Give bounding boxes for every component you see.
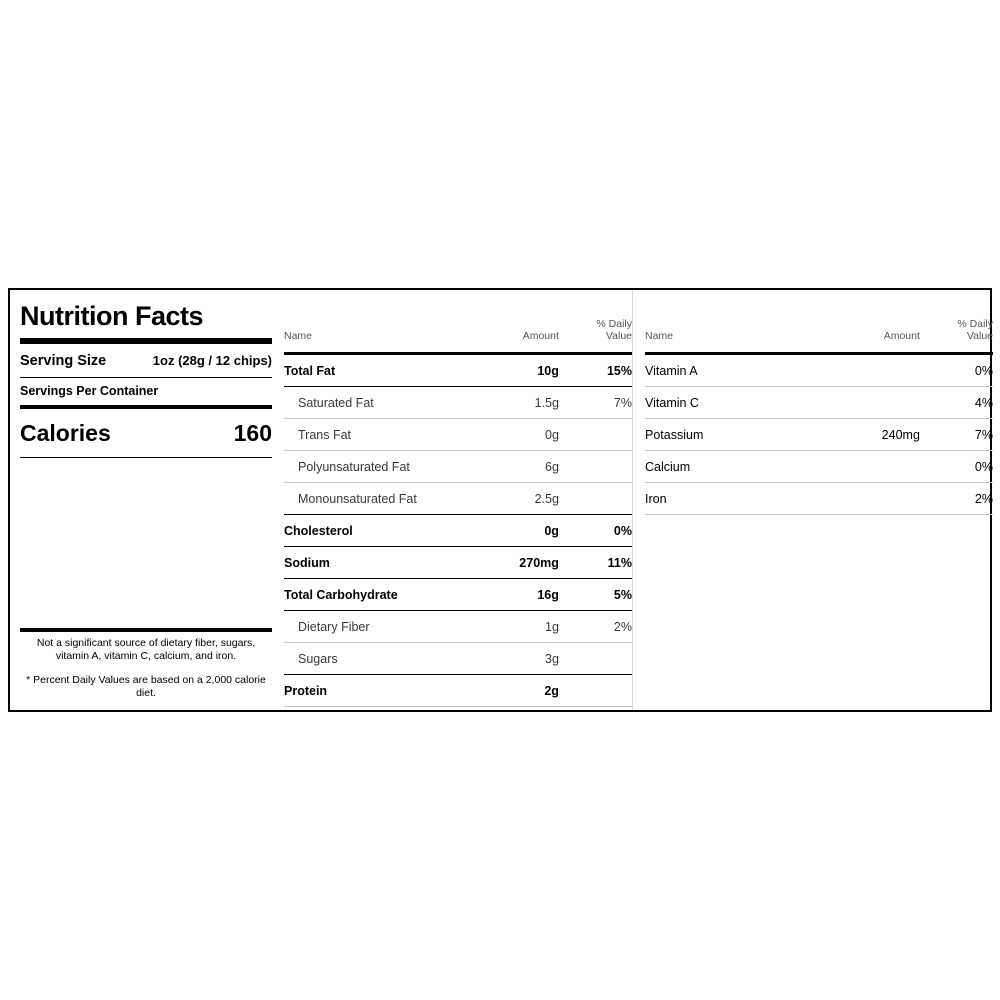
nutrient-name: Calcium (645, 451, 836, 483)
page-title: Nutrition Facts (20, 301, 204, 331)
column-header-daily-value (920, 318, 993, 354)
nutrient-name: Monounsaturated Fat (284, 483, 475, 515)
nutrient-amount: 1.5g (475, 387, 559, 419)
nutrient-amount (836, 451, 920, 483)
nutrient-name: Trans Fat (284, 419, 475, 451)
nutrient-daily-value: 11% (559, 547, 632, 579)
column-header-name: Name (645, 318, 836, 354)
main-nutrients-column (284, 290, 633, 710)
serving-size-value: 1oz (28g / 12 chips) (152, 352, 272, 368)
nutrition-summary-column (20, 290, 272, 710)
nutrient-daily-value: 0% (559, 515, 632, 547)
table-row (284, 419, 632, 451)
table-row (645, 354, 993, 387)
daily-value-line-1: % Daily (957, 318, 993, 330)
calories-value: 160 (233, 419, 272, 446)
nutrient-amount: 10g (475, 354, 559, 387)
nutrient-amount (836, 387, 920, 419)
calories-label: Calories (20, 419, 111, 446)
nutrient-name: Dietary Fiber (284, 611, 475, 643)
table-row (645, 419, 993, 451)
nutrient-daily-value: 0% (920, 354, 993, 387)
table-row (645, 451, 993, 483)
nutrient-amount: 270mg (475, 547, 559, 579)
nutrient-name: Protein (284, 675, 475, 707)
nutrient-amount: 1g (475, 611, 559, 643)
nutrient-amount: 16g (475, 579, 559, 611)
nutrient-name: Vitamin C (645, 387, 836, 419)
nutrient-daily-value (559, 451, 632, 483)
nutrient-daily-value (559, 675, 632, 707)
nutrient-name: Total Fat (284, 354, 475, 387)
nutrient-name: Sodium (284, 547, 475, 579)
nutrient-name: Saturated Fat (284, 387, 475, 419)
footnote-percent-daily-values: * Percent Daily Values are based on a 2,000 calorie diet. (26, 674, 266, 700)
nutrient-name: Polyunsaturated Fat (284, 451, 475, 483)
nutrient-amount: 0g (475, 515, 559, 547)
table-row (284, 547, 632, 579)
table-row (284, 579, 632, 611)
column-header-amount: Amount (475, 318, 559, 354)
daily-value-line-1: % Daily (596, 318, 632, 330)
nutrient-name: Vitamin A (645, 354, 836, 387)
column-header-name: Name (284, 318, 475, 354)
nutrient-daily-value: 0% (920, 451, 993, 483)
nutrient-amount (836, 483, 920, 515)
nutrition-facts-panel (8, 288, 992, 712)
nutrient-name: Potassium (645, 419, 836, 451)
nutrient-daily-value: 7% (559, 387, 632, 419)
nutrient-daily-value: 2% (920, 483, 993, 515)
table-row (284, 451, 632, 483)
nutrient-name: Total Carbohydrate (284, 579, 475, 611)
main-nutrients-table (284, 318, 632, 707)
table-row (284, 515, 632, 547)
nutrient-daily-value: 4% (920, 387, 993, 419)
divider-thin-2 (20, 457, 272, 458)
nutrient-daily-value: 7% (920, 419, 993, 451)
nutrient-daily-value (559, 643, 632, 675)
nutrient-amount: 2.5g (475, 483, 559, 515)
serving-size-label: Serving Size (20, 352, 107, 369)
nutrient-daily-value: 5% (559, 579, 632, 611)
footnote-not-significant-source: Not a significant source of dietary fiber, sugars, vitamin A, vitamin C, calcium, and iron. (36, 637, 256, 663)
nutrient-daily-value: 2% (559, 611, 632, 643)
nutrient-amount: 2g (475, 675, 559, 707)
nutrient-amount: 240mg (836, 419, 920, 451)
serving-size-row (20, 344, 272, 377)
nutrient-daily-value (559, 419, 632, 451)
daily-value-line-2: Value (966, 330, 993, 343)
table-row (284, 483, 632, 515)
table-row (284, 354, 632, 387)
nutrient-amount (836, 354, 920, 387)
nutrient-name: Sugars (284, 643, 475, 675)
vitamins-minerals-table (645, 318, 993, 515)
table-row (284, 675, 632, 707)
nutrient-amount: 0g (475, 419, 559, 451)
calories-row (20, 409, 272, 457)
table-row (284, 387, 632, 419)
nutrient-name: Cholesterol (284, 515, 475, 547)
table-header-row (645, 318, 993, 354)
table-row (284, 643, 632, 675)
table-header-row (284, 318, 632, 354)
column-header-amount: Amount (836, 318, 920, 354)
table-row (645, 387, 993, 419)
nutrient-name: Iron (645, 483, 836, 515)
column-header-daily-value (559, 318, 632, 354)
footnote-block (20, 628, 272, 701)
daily-value-line-2: Value (605, 330, 632, 343)
table-row (645, 483, 993, 515)
nutrient-amount: 3g (475, 643, 559, 675)
nutrient-amount: 6g (475, 451, 559, 483)
nutrient-daily-value: 15% (559, 354, 632, 387)
vitamins-minerals-column (645, 290, 993, 710)
table-row (284, 611, 632, 643)
nutrient-daily-value (559, 483, 632, 515)
servings-per-container-label: Servings Per Container (20, 383, 159, 398)
